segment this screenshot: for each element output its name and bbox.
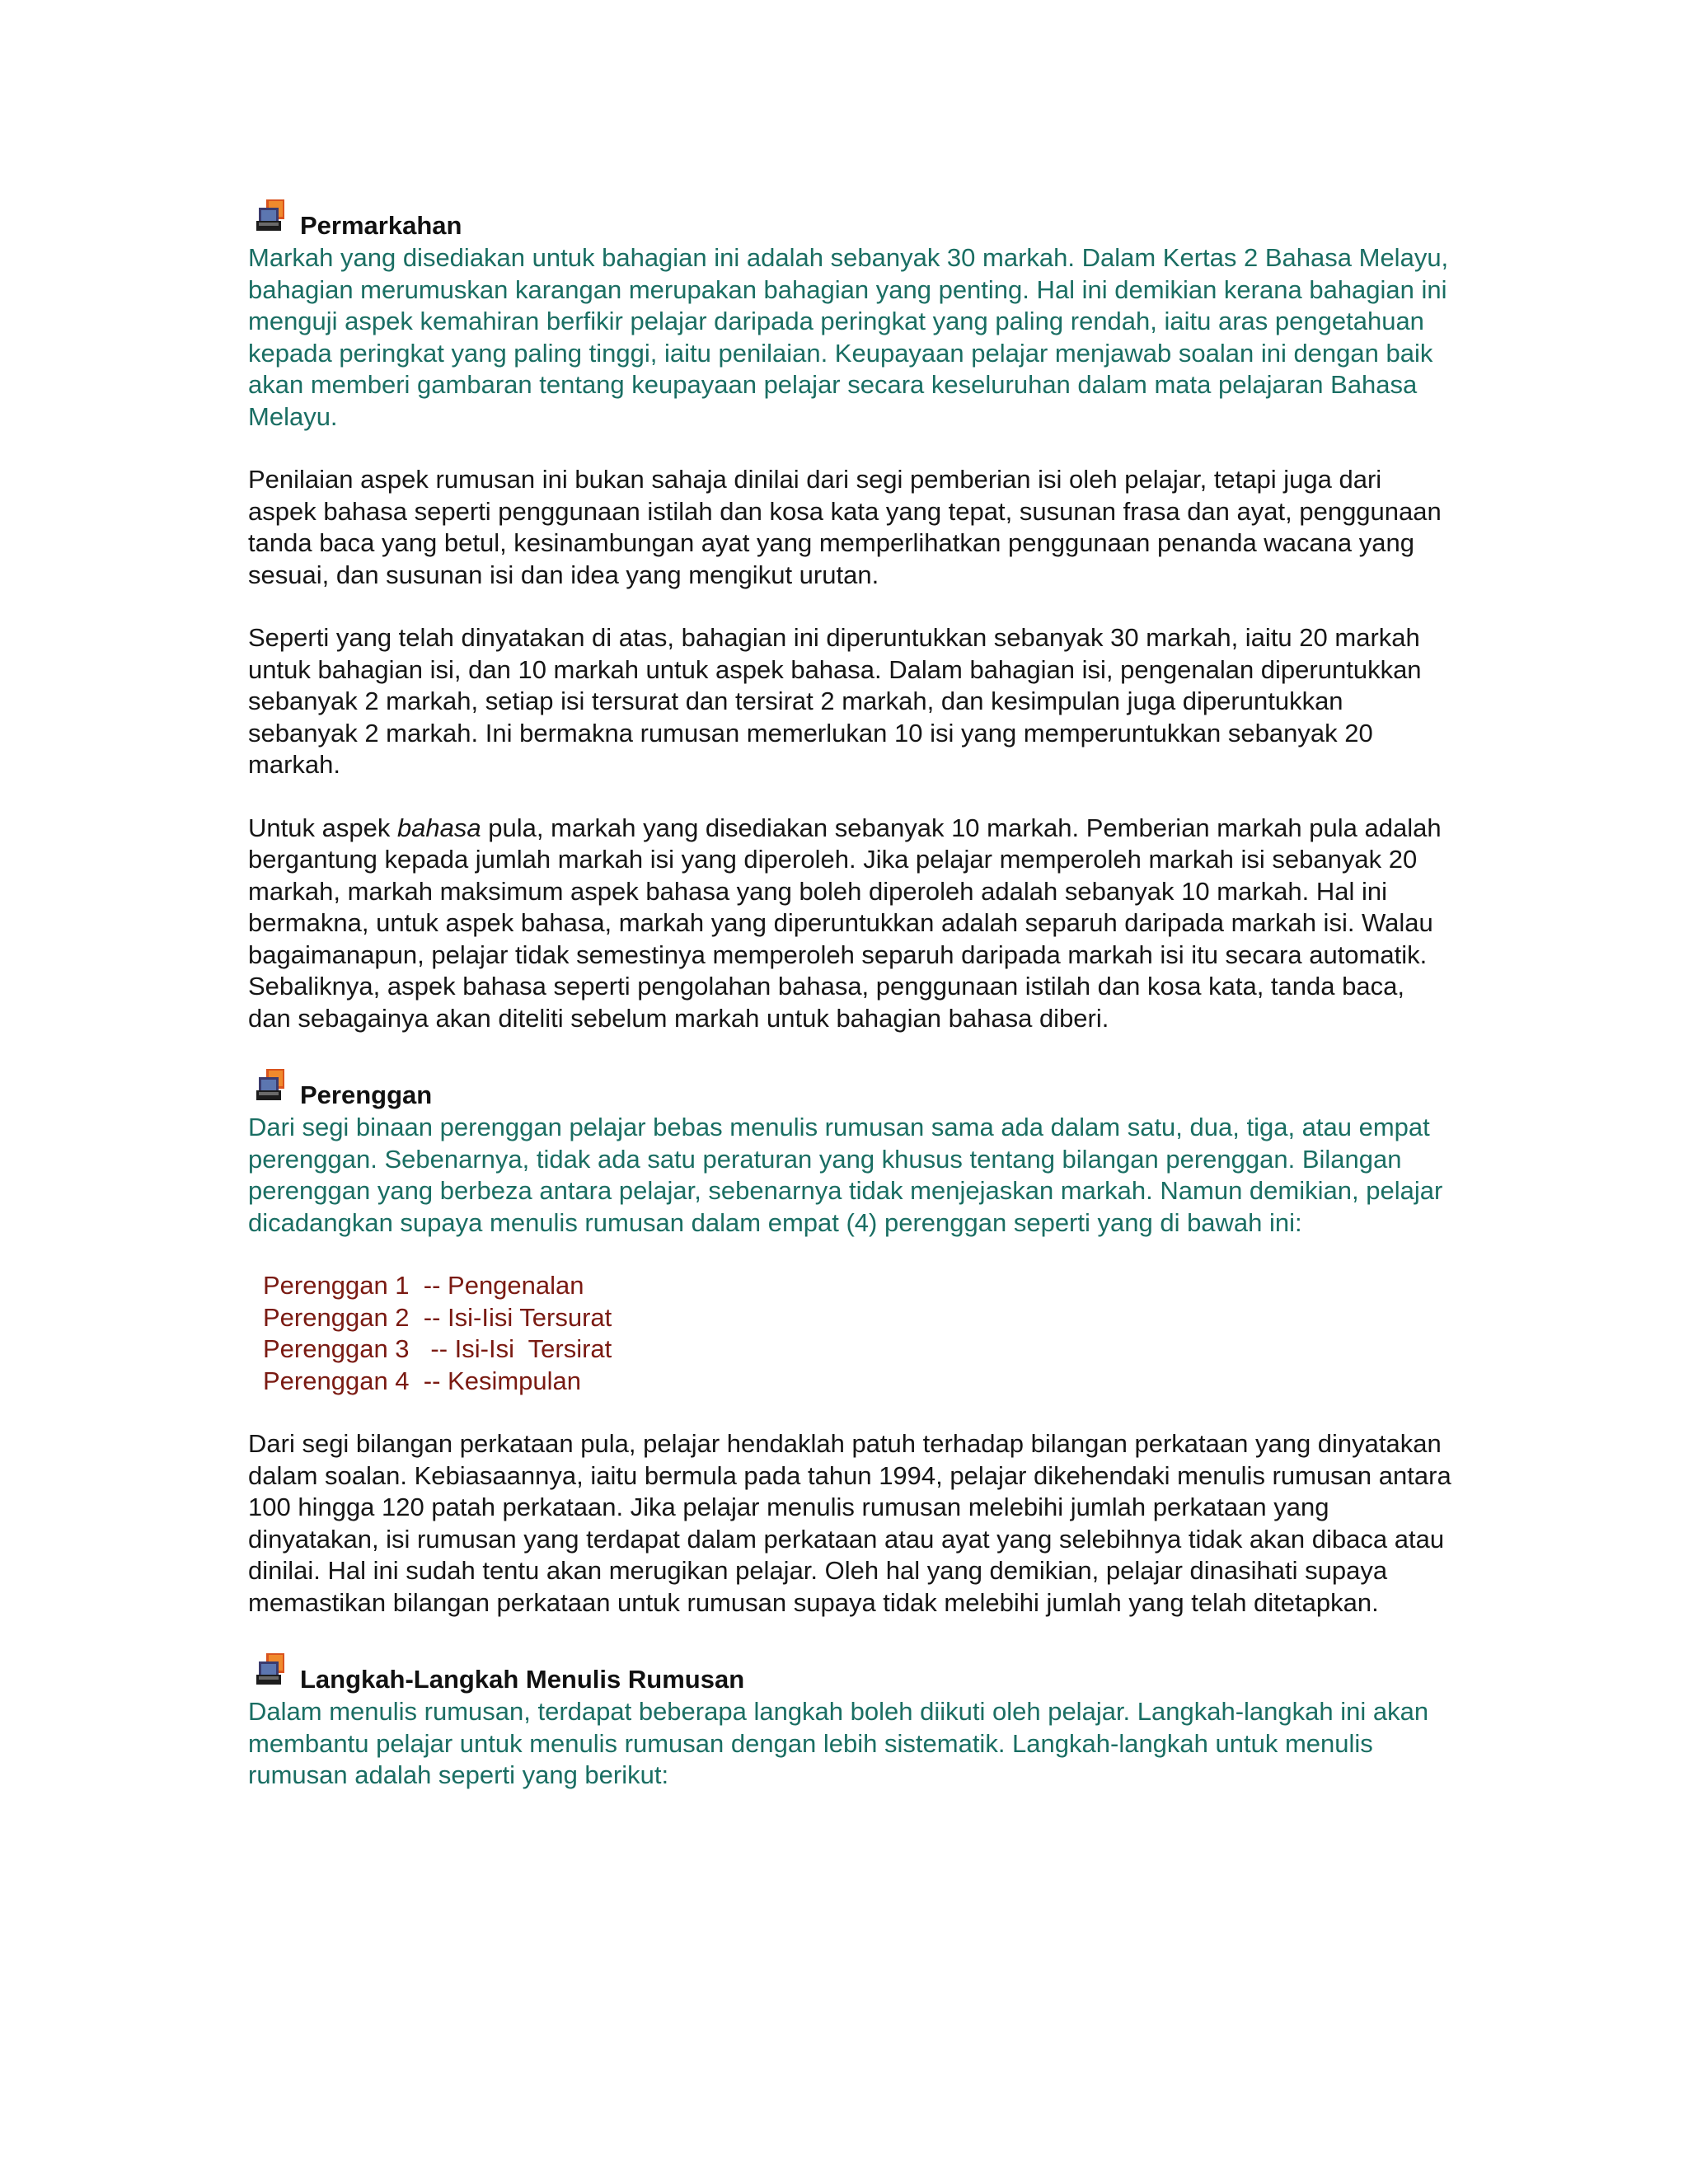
- body-paragraph: Penilaian aspek rumusan ini bukan sahaja dinilai dari segi pemberian isi oleh pelajar, tetapi juga dari aspek bahasa seperti penggunaan istilah dan kosa kata yang tepat, susunan frasa dan ayat, penggunaan tanda baca yang betul, kesinambungan ayat yang memperlihatkan penggunaan penanda wacana yang sesuai, dan susunan isi dan idea yang mengikut urutan.: [248, 465, 1442, 589]
- list-item: Perenggan 3 -- Isi-Isi Tersirat: [263, 1334, 612, 1363]
- book-stack-icon: [255, 1067, 289, 1104]
- body-paragraph: Dari segi bilangan perkataan pula, pelajar hendaklah patuh terhadap bilangan perkataan yang dinyatakan dalam soalan. Kebiasaannya, iaitu bermula pada tahun 1994, pelajar dikehendaki menulis rumusan antara 100 hingga 120 patah perkataan. Jika pelajar menulis rumusan melebihi jumlah perkataan yang dinyatakan, isi rumusan yang terdapat dalam perkataan atau ayat yang selebihnya tidak akan dibaca atau dinilai. Hal ini sudah tentu akan merugikan pelajar. Oleh hal yang demikian, pelajar dinasihati supaya memastikan bilangan perkataan untuk rumusan supaya tidak melebihi jumlah yang telah ditetapkan.: [248, 1429, 1451, 1617]
- body-paragraph: [248, 813, 1451, 1035]
- text-run: pula, markah yang disediakan sebanyak 10 markah. Pemberian markah pula adalah bergantung kepada jumlah markah isi yang diperoleh. Jika pelajar memperoleh markah isi sebanyak 20 markah, markah maksimum aspek bahasa yang boleh diperoleh adalah sebanyak 10 markah. Hal ini bermakna, untuk aspek bahasa, markah yang diperuntukkan adalah separuh daripada markah isi. Walau bagaimanapun, pelajar tidak semestinya memperoleh separuh daripada markah isi itu secara automatik. Sebaliknya, aspek bahasa seperti pengolahan bahasa, penggunaan istilah dan kosa kata, tanda baca, dan sebagainya akan diteliti sebelum markah untuk bahagian bahasa diberi.: [248, 813, 1442, 1033]
- document-page: [248, 198, 1451, 1792]
- paragraph-structure-list: [248, 1270, 1451, 1397]
- book-stack-icon: [255, 1652, 289, 1688]
- body-paragraph: Seperti yang telah dinyatakan di atas, bahagian ini diperuntukkan sebanyak 30 markah, iaitu 20 markah untuk bahagian isi, dan 10 markah untuk aspek bahasa. Dalam bahagian isi, pengenalan diperuntukkan sebanyak 2 markah, setiap isi tersurat dan tersirat 2 markah, dan kesimpulan juga diperuntukkan sebanyak 2 markah. Ini bermakna rumusan memerlukan 10 isi yang memperuntukkan sebanyak 20 markah.: [248, 623, 1422, 779]
- book-stack-icon: [255, 198, 289, 234]
- section-intro: Dari segi binaan perenggan pelajar bebas menulis rumusan sama ada dalam satu, dua, tiga, atau empat perenggan. Sebenarnya, tidak ada satu peraturan yang khusus tentang bilangan perenggan. Bilangan perenggan yang berbeza antara pelajar, sebenarnya tidak menjejaskan markah. Namun demikian, pelajar dicadangkan supaya menulis rumusan dalam empat (4) perenggan seperti yang di bawah ini:: [248, 1113, 1443, 1237]
- text-run: Untuk aspek: [248, 813, 397, 842]
- section-heading-langkah: [248, 1652, 1451, 1696]
- section-title: Perenggan: [300, 1080, 433, 1109]
- section-intro: Markah yang disediakan untuk bahagian ini adalah sebanyak 30 markah. Dalam Kertas 2 Bahasa Melayu, bahagian merumuskan karangan merupakan bahagian yang penting. Hal ini demikian kerana bahagian ini menguji aspek kemahiran berfikir pelajar daripada peringkat yang paling rendah, iaitu aras pengetahuan kepada peringkat yang paling tinggi, iaitu penilaian. Keupayaan pelajar menjawab soalan ini dengan baik akan memberi gambaran tentang keupayaan pelajar secara keseluruhan dalam mata pelajaran Bahasa Melayu.: [248, 243, 1449, 431]
- section-title: Langkah-Langkah Menulis Rumusan: [300, 1665, 745, 1694]
- section-title: Permarkahan: [300, 211, 462, 240]
- list-item: Perenggan 2 -- Isi-Iisi Tersurat: [263, 1302, 612, 1332]
- section-intro: Dalam menulis rumusan, terdapat beberapa langkah boleh diikuti oleh pelajar. Langkah-langkah ini akan membantu pelajar untuk menulis rumusan dengan lebih sistematik. Langkah-langkah untuk menulis rumusan adalah seperti yang berikut:: [248, 1697, 1429, 1789]
- section-heading-perenggan: [248, 1067, 1451, 1112]
- list-item: Perenggan 1 -- Pengenalan: [263, 1271, 584, 1300]
- section-heading-permarkahan: [248, 198, 1451, 242]
- list-item: Perenggan 4 -- Kesimpulan: [263, 1366, 582, 1395]
- italic-term: bahasa: [396, 813, 481, 842]
